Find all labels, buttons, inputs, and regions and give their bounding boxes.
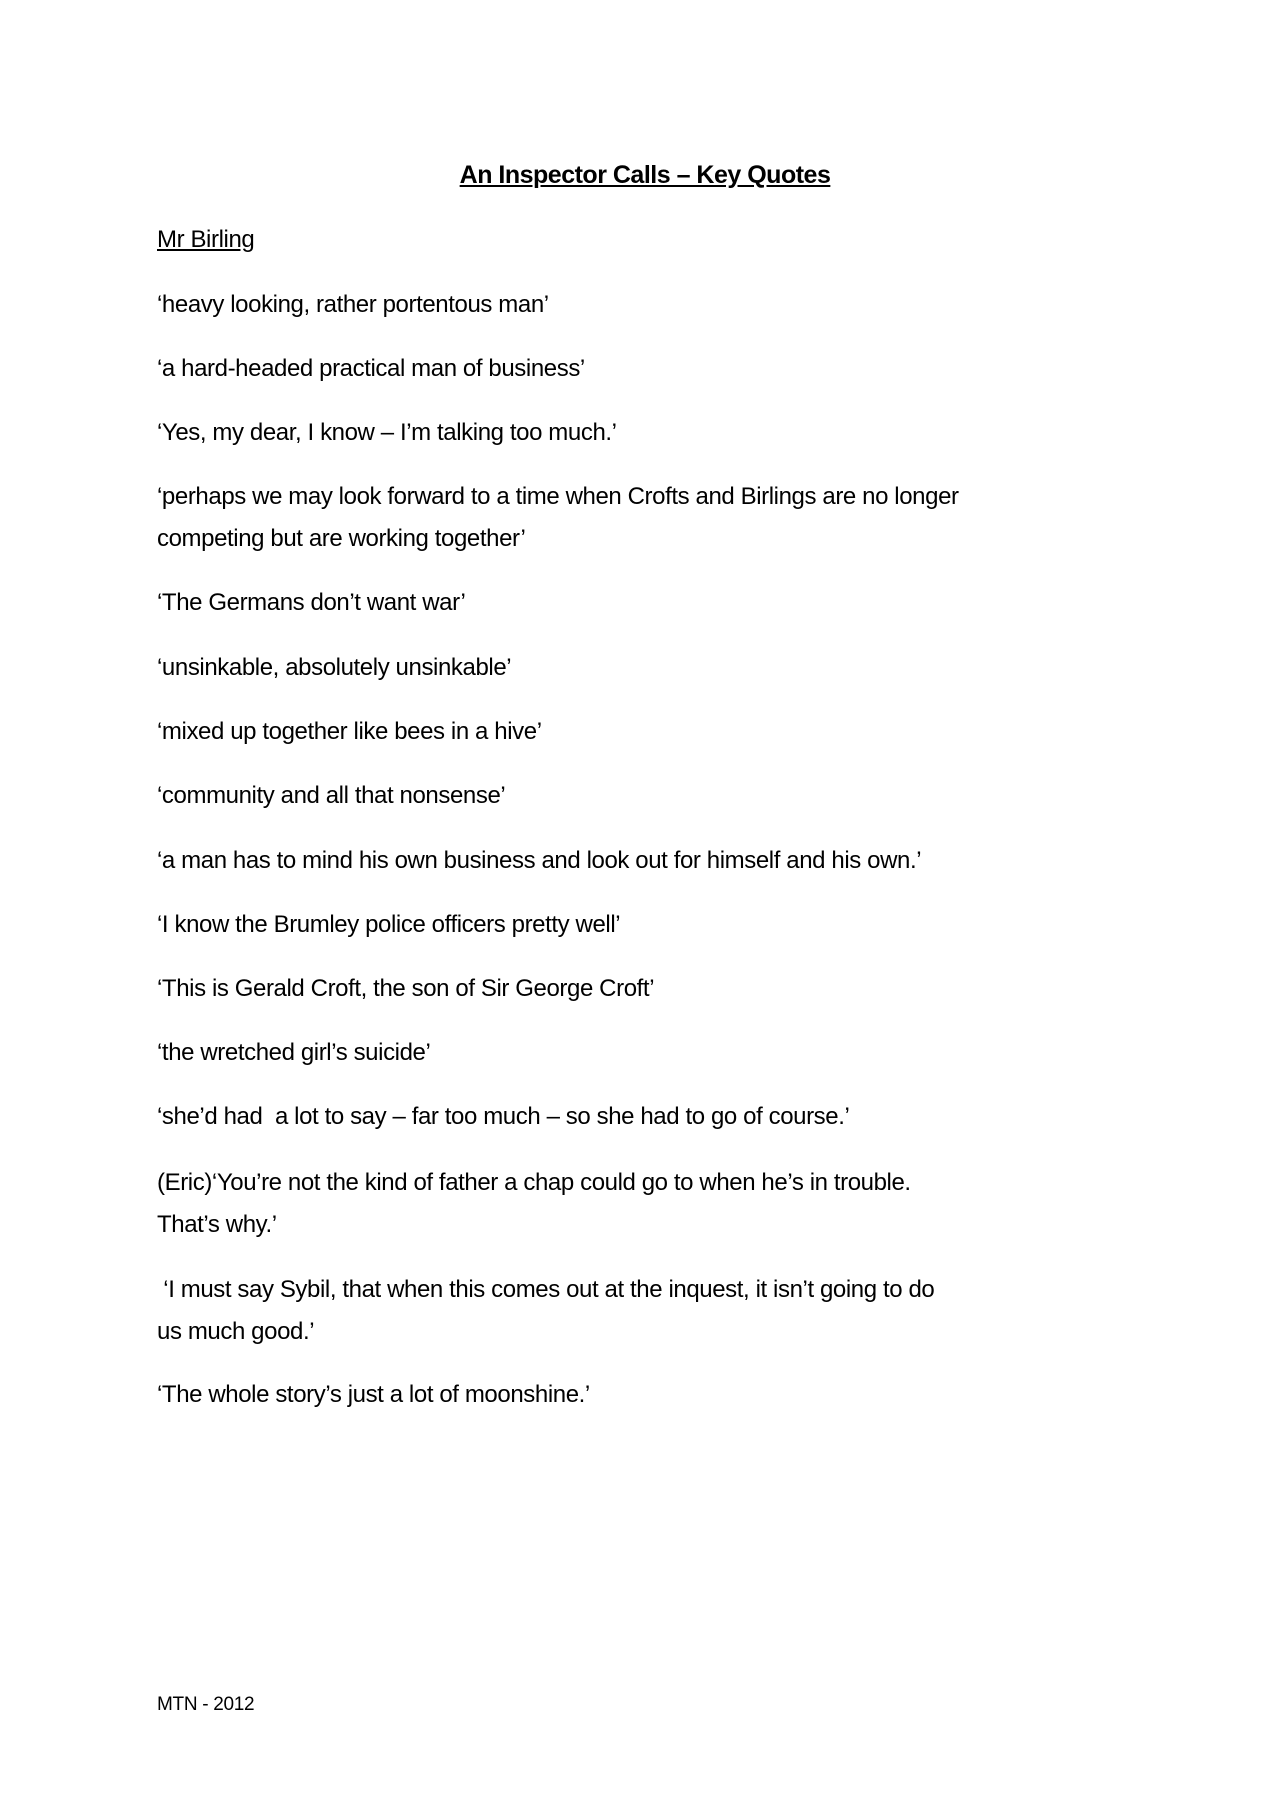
quote-line: ‘Yes, my dear, I know – I’m talking too much.’	[157, 419, 617, 446]
quote-line-continuation: competing but are working together’	[157, 525, 526, 552]
quote-line: ‘a man has to mind his own business and look out for himself and his own.’	[157, 847, 922, 874]
footer-text: MTN - 2012	[157, 1694, 255, 1715]
quote-line: ‘heavy looking, rather portentous man’	[157, 291, 549, 318]
page-title: An Inspector Calls – Key Quotes	[459, 161, 831, 189]
quote-line: ‘community and all that nonsense’	[157, 782, 506, 809]
quote-line: ‘I know the Brumley police officers pretty well’	[157, 911, 621, 938]
quote-line: ‘mixed up together like bees in a hive’	[157, 718, 542, 745]
quote-line: (Eric)‘You’re not the kind of father a chap could go to when he’s in trouble.	[157, 1169, 911, 1196]
quote-line: ‘I must say Sybil, that when this comes out at the inquest, it isn’t going to do	[157, 1276, 935, 1303]
quote-line: ‘she’d had a lot to say – far too much – so she had to go of course.’	[157, 1103, 850, 1130]
quote-line-continuation: That’s why.’	[157, 1211, 277, 1238]
quote-line: ‘perhaps we may look forward to a time when Crofts and Birlings are no longer	[157, 483, 959, 510]
quote-line: ‘unsinkable, absolutely unsinkable’	[157, 654, 512, 681]
quote-line: ‘the wretched girl’s suicide’	[157, 1039, 431, 1066]
quote-line-continuation: us much good.’	[157, 1318, 315, 1345]
section-heading: Mr Birling	[157, 226, 255, 253]
quote-line: ‘a hard-headed practical man of business’	[157, 355, 585, 382]
quote-line: ‘The whole story’s just a lot of moonshine.’	[157, 1381, 590, 1408]
quote-line: ‘This is Gerald Croft, the son of Sir George Croft’	[157, 975, 655, 1002]
quote-line: ‘The Germans don’t want war’	[157, 589, 466, 616]
